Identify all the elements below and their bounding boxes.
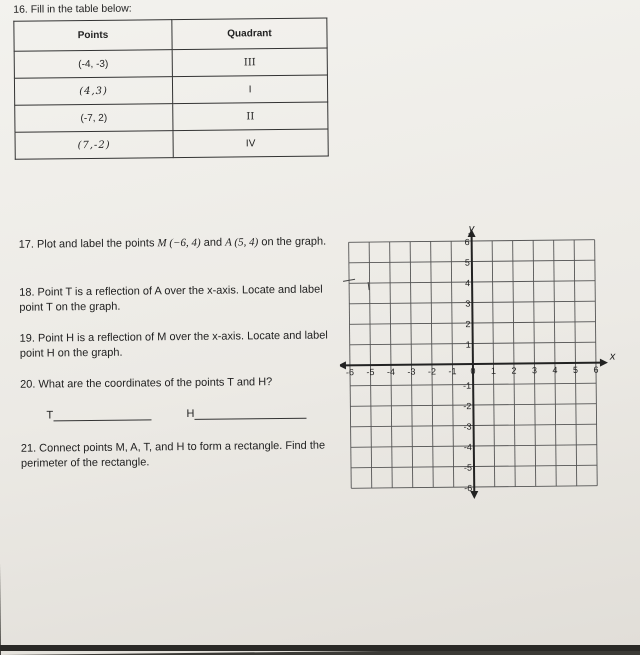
cell-quadrant: IV (173, 129, 328, 158)
table-row (15, 129, 328, 159)
y-tick-label: 2 (465, 319, 471, 330)
x-tick-label: 4 (552, 365, 558, 376)
x-tick-label: -5 (366, 367, 375, 378)
question-17: 17. Plot and label the points M (−6, 4) and A (5, 4) on the graph. (18, 235, 327, 251)
x-tick-label: 1 (490, 365, 497, 376)
x-tick-label: 2 (511, 365, 517, 376)
cell-quadrant: I (172, 75, 327, 104)
cell-point-handwritten: (7,-2) (15, 131, 173, 160)
x-tick-label: 5 (572, 364, 579, 375)
question-20: 20. What are the coordinates of the points T and H? (20, 376, 273, 391)
x-tick-label: 3 (531, 365, 538, 376)
y-tick-label: -5 (463, 462, 473, 473)
y-axis-label: y (468, 222, 475, 236)
cell-point-handwritten: (4,3) (14, 77, 172, 106)
x-tick-label: -3 (407, 366, 416, 377)
y-tick-label: 6 (464, 237, 470, 248)
axes (338, 228, 609, 501)
cell-point: (-7, 2) (15, 104, 173, 133)
table-row (14, 75, 327, 105)
desk-edge (0, 645, 640, 651)
y-tick-label: -4 (463, 442, 472, 453)
points-quadrant-table (13, 18, 328, 160)
answer-h-blank[interactable] (194, 418, 306, 420)
question-19: 19. Point H is a reflection of M over the x-axis. Locate and label point H on the graph. (19, 329, 328, 360)
header-points: Points (14, 20, 172, 52)
table-header-row (14, 18, 327, 51)
y-tick-label: -6 (464, 483, 473, 494)
x-tick-label: -1 (448, 366, 457, 377)
x-tick-labels (346, 365, 599, 378)
y-tick-label: 1 (465, 339, 471, 350)
question-18: 18. Point T is a reflection of A over the x-axis. Locate and label point T on the graph. (19, 283, 323, 314)
x-tick-label: -6 (345, 367, 355, 378)
x-tick-label: 6 (593, 364, 599, 375)
cell-quadrant-handwritten: II (173, 102, 328, 131)
y-tick-label: -1 (463, 380, 472, 391)
x-tick-label: 0 (470, 365, 476, 377)
x-tick-label: -4 (386, 366, 396, 377)
y-tick-label: -2 (463, 401, 472, 412)
x-axis-label: x (609, 350, 616, 363)
table-row (14, 48, 327, 78)
question-21: 21. Connect points M, A, T, and H to form a rectangle. Find the perimeter of the rectangle. (20, 439, 326, 470)
answer-h[interactable]: H (186, 407, 306, 420)
y-tick-label: 5 (464, 257, 470, 268)
coordinate-grid[interactable] (338, 215, 631, 508)
y-tick-label: -3 (463, 421, 472, 432)
y-tick-label: 4 (465, 278, 471, 289)
x-tick-label: -2 (427, 366, 437, 377)
cell-point: (-4, -3) (14, 50, 172, 79)
question-16-title: 16. Fill in the table below: (13, 2, 132, 16)
answer-t-blank[interactable] (53, 419, 151, 421)
y-tick-label: 3 (465, 298, 471, 309)
table-row (15, 102, 328, 132)
header-quadrant: Quadrant (172, 18, 327, 50)
y-axis-line (472, 235, 475, 493)
x-axis-arrow-right (600, 359, 608, 367)
cell-quadrant-handwritten: III (172, 48, 327, 77)
answer-t[interactable]: T (46, 408, 151, 421)
x-axis-arrow-left (338, 361, 346, 369)
